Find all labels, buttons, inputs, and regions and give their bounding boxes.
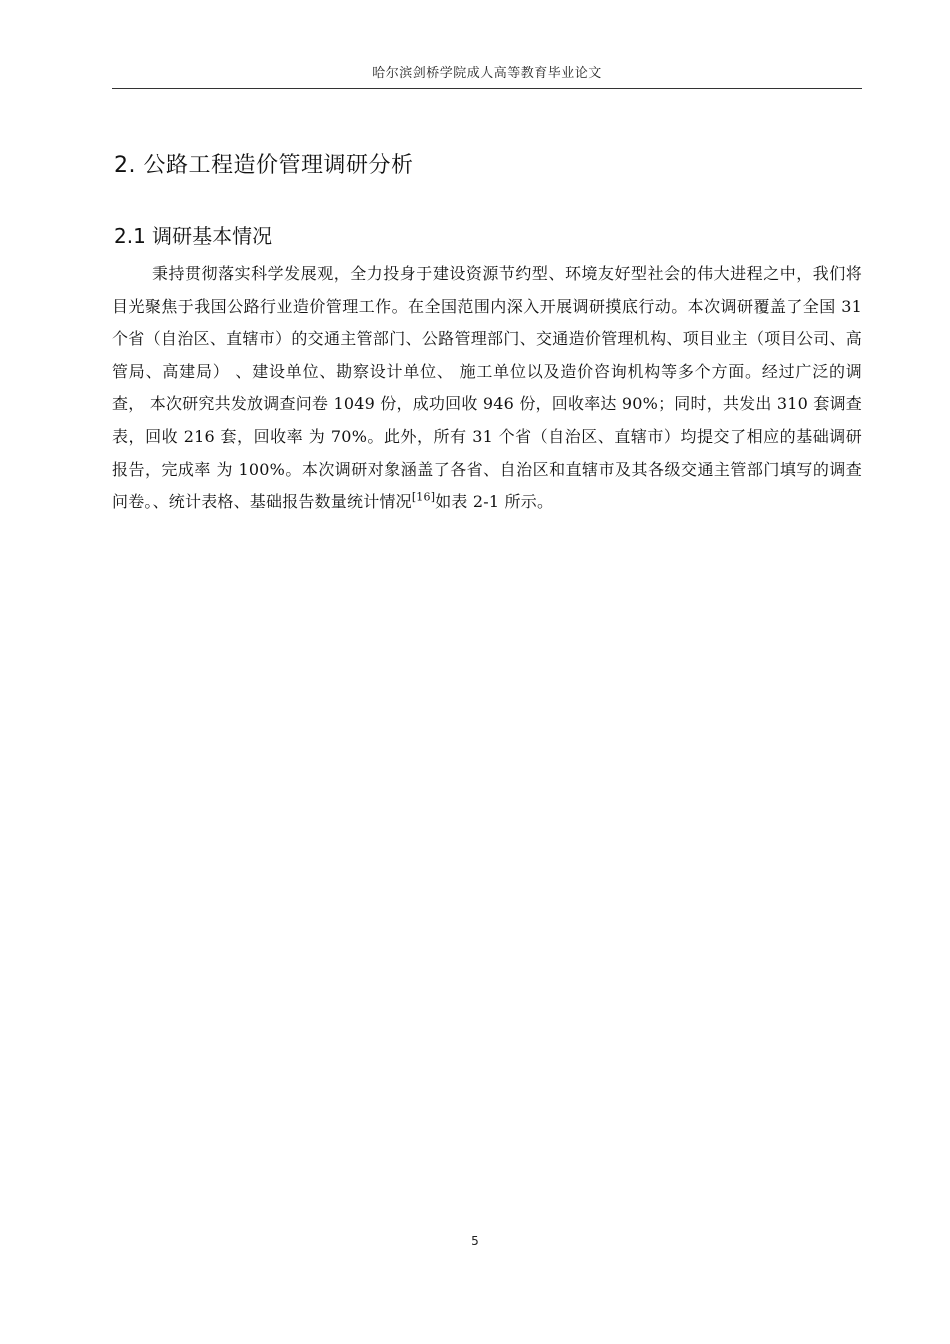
section-title: 2.1 调研基本情况 — [114, 224, 273, 248]
header-title: 哈尔滨剑桥学院成人高等教育毕业论文 — [372, 66, 602, 81]
paragraph-text-tail: 如表 2-1 所示。 — [435, 492, 554, 512]
citation-reference[interactable]: [16] — [411, 490, 436, 504]
page-content — [112, 148, 862, 519]
chapter-title: 2. 公路工程造价管理调研分析 — [114, 153, 414, 178]
paragraph-text: 秉持贯彻落实科学发展观，全力投身于建设资源节约型、环境友好型社会的伟大进程之中，我们将目光聚焦于我国公路行业造价管理工作。在全国范围内深入开展调研摸底行动。本次调研覆盖了全国 31 个省（自治区、直辖市）的交通主管部门、公路管理部门、交通造价管理机构、项目业主（项目公司、高管局、高建局） 、建设单位、勘察设计单位、 施工单位以及造价咨询机构等多个方面。经过广泛的调查， 本次研究共发放调查问卷 1049 份，成功回收 946 份，回收率达 90%；同时，共发出 310 套调查表，回收 216 套，回收率 为 70%。此外，所有 31 个省（自治区、直辖市）均提交了相应的基础调研报告，完成率 为 100%。本次调研对象涵盖了各省、自治区和直辖市及其各级交通主管部门填写的调查 问卷。、统计表格、基础报告数量统计情况 — [112, 264, 862, 512]
page-number: 5 — [471, 1234, 479, 1248]
body-paragraph — [112, 258, 862, 519]
running-header — [112, 64, 862, 89]
